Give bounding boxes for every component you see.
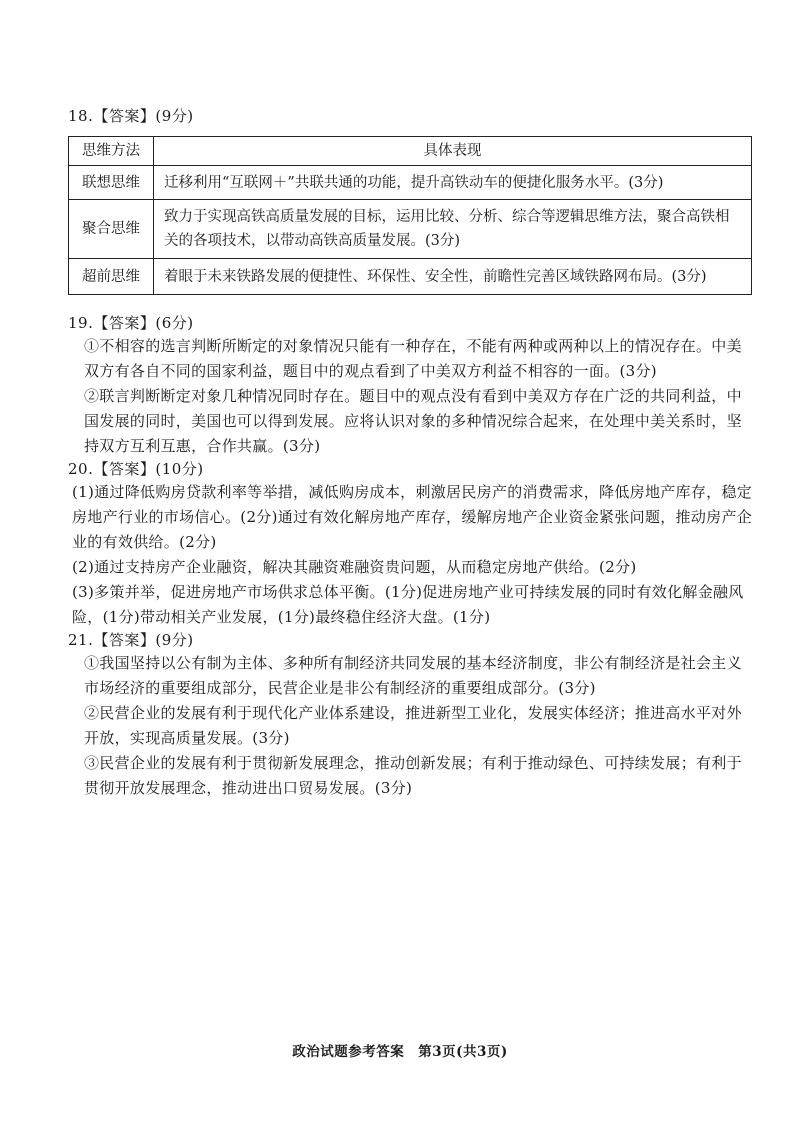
q21-point-1: ①我国坚持以公有制为主体、多种所有制经济共同发展的基本经济制度，非公有制经济是社会主义市场经济的重要组成部分，民营企业是非公有制经济的重要组成部分。(3分) [84,654,742,697]
desc-cell: 着眼于未来铁路发展的便捷性、环保性、安全性，前瞻性完善区域铁路网布局。(3分) [154,259,752,295]
q19-heading: 19.【答案】(6分) [68,314,194,332]
q19-point-2: ②联言判断断定对象几种情况同时存在。题目中的观点没有看到中美双方存在广泛的共同利益，中国发展的同时，美国也可以得到发展。应将认识对象的多种情况综合起来，在处理中美关系时，坚持双方互利互惠，合作共赢。(3分) [84,387,742,455]
table-row [69,200,752,259]
method-cell: 聚合思维 [69,200,154,259]
desc-cell: 迁移利用“互联网＋”共联共通的功能，提升高铁动车的便捷化服务水平。(3分) [154,166,752,200]
q20-heading: 20.【答案】(10分) [68,460,204,478]
method-cell: 超前思维 [69,259,154,295]
q20-point-2: (2)通过支持房产企业融资，解决其融资难融资贵问题，从而稳定房地产供给。(2分) [72,558,637,576]
table-row [69,259,752,295]
q20-point-3: (3)多策并举，促进房地产市场供求总体平衡。(1分)促进房地产业可持续发展的同时有效化解金融风险，(1分)带动相关产业发展，(1分)最终稳住经济大盘。(1分) [72,583,744,626]
q19-point-1: ①不相容的选言判断所断定的对象情况只能有一种存在，不能有两种或两种以上的情况存在。中美双方有各自不同的国家利益，题目中的观点看到了中美双方利益不相容的一面。(3分) [84,337,742,380]
thinking-methods-table [68,136,752,295]
q21-heading: 21.【答案】(9分) [68,631,194,649]
table-header-row [69,137,752,166]
desc-cell: 致力于实现高铁高质量发展的目标，运用比较、分析、综合等逻辑思维方法，聚合高铁相关的各项技术，以带动高铁高质量发展。(3分) [154,200,752,259]
col-header-desc: 具体表现 [154,137,752,166]
q20-point-1: (1)通过降低购房贷款利率等举措，减低购房成本，刺激居民房产的消费需求，降低房地产库存，稳定房地产行业的市场信心。(2分)通过有效化解房地产库存，缓解房地产企业资金紧张问题，推动房产企业的有效供给。(2分) [72,483,753,551]
q21-point-3: ③民营企业的发展有利于贯彻新发展理念，推动创新发展；有利于推动绿色、可持续发展；有利于贯彻开放发展理念，推动进出口贸易发展。(3分) [84,754,742,797]
q18-heading: 18.【答案】(9分) [68,107,194,125]
table-row [69,166,752,200]
method-cell: 联想思维 [69,166,154,200]
page-footer: 政治试题参考答案 第3页(共3页) [292,1044,508,1060]
col-header-method: 思维方法 [69,137,154,166]
q21-point-2: ②民营企业的发展有利于现代化产业体系建设，推进新型工业化，发展实体经济；推进高水平对外开放，实现高质量发展。(3分) [84,704,742,747]
